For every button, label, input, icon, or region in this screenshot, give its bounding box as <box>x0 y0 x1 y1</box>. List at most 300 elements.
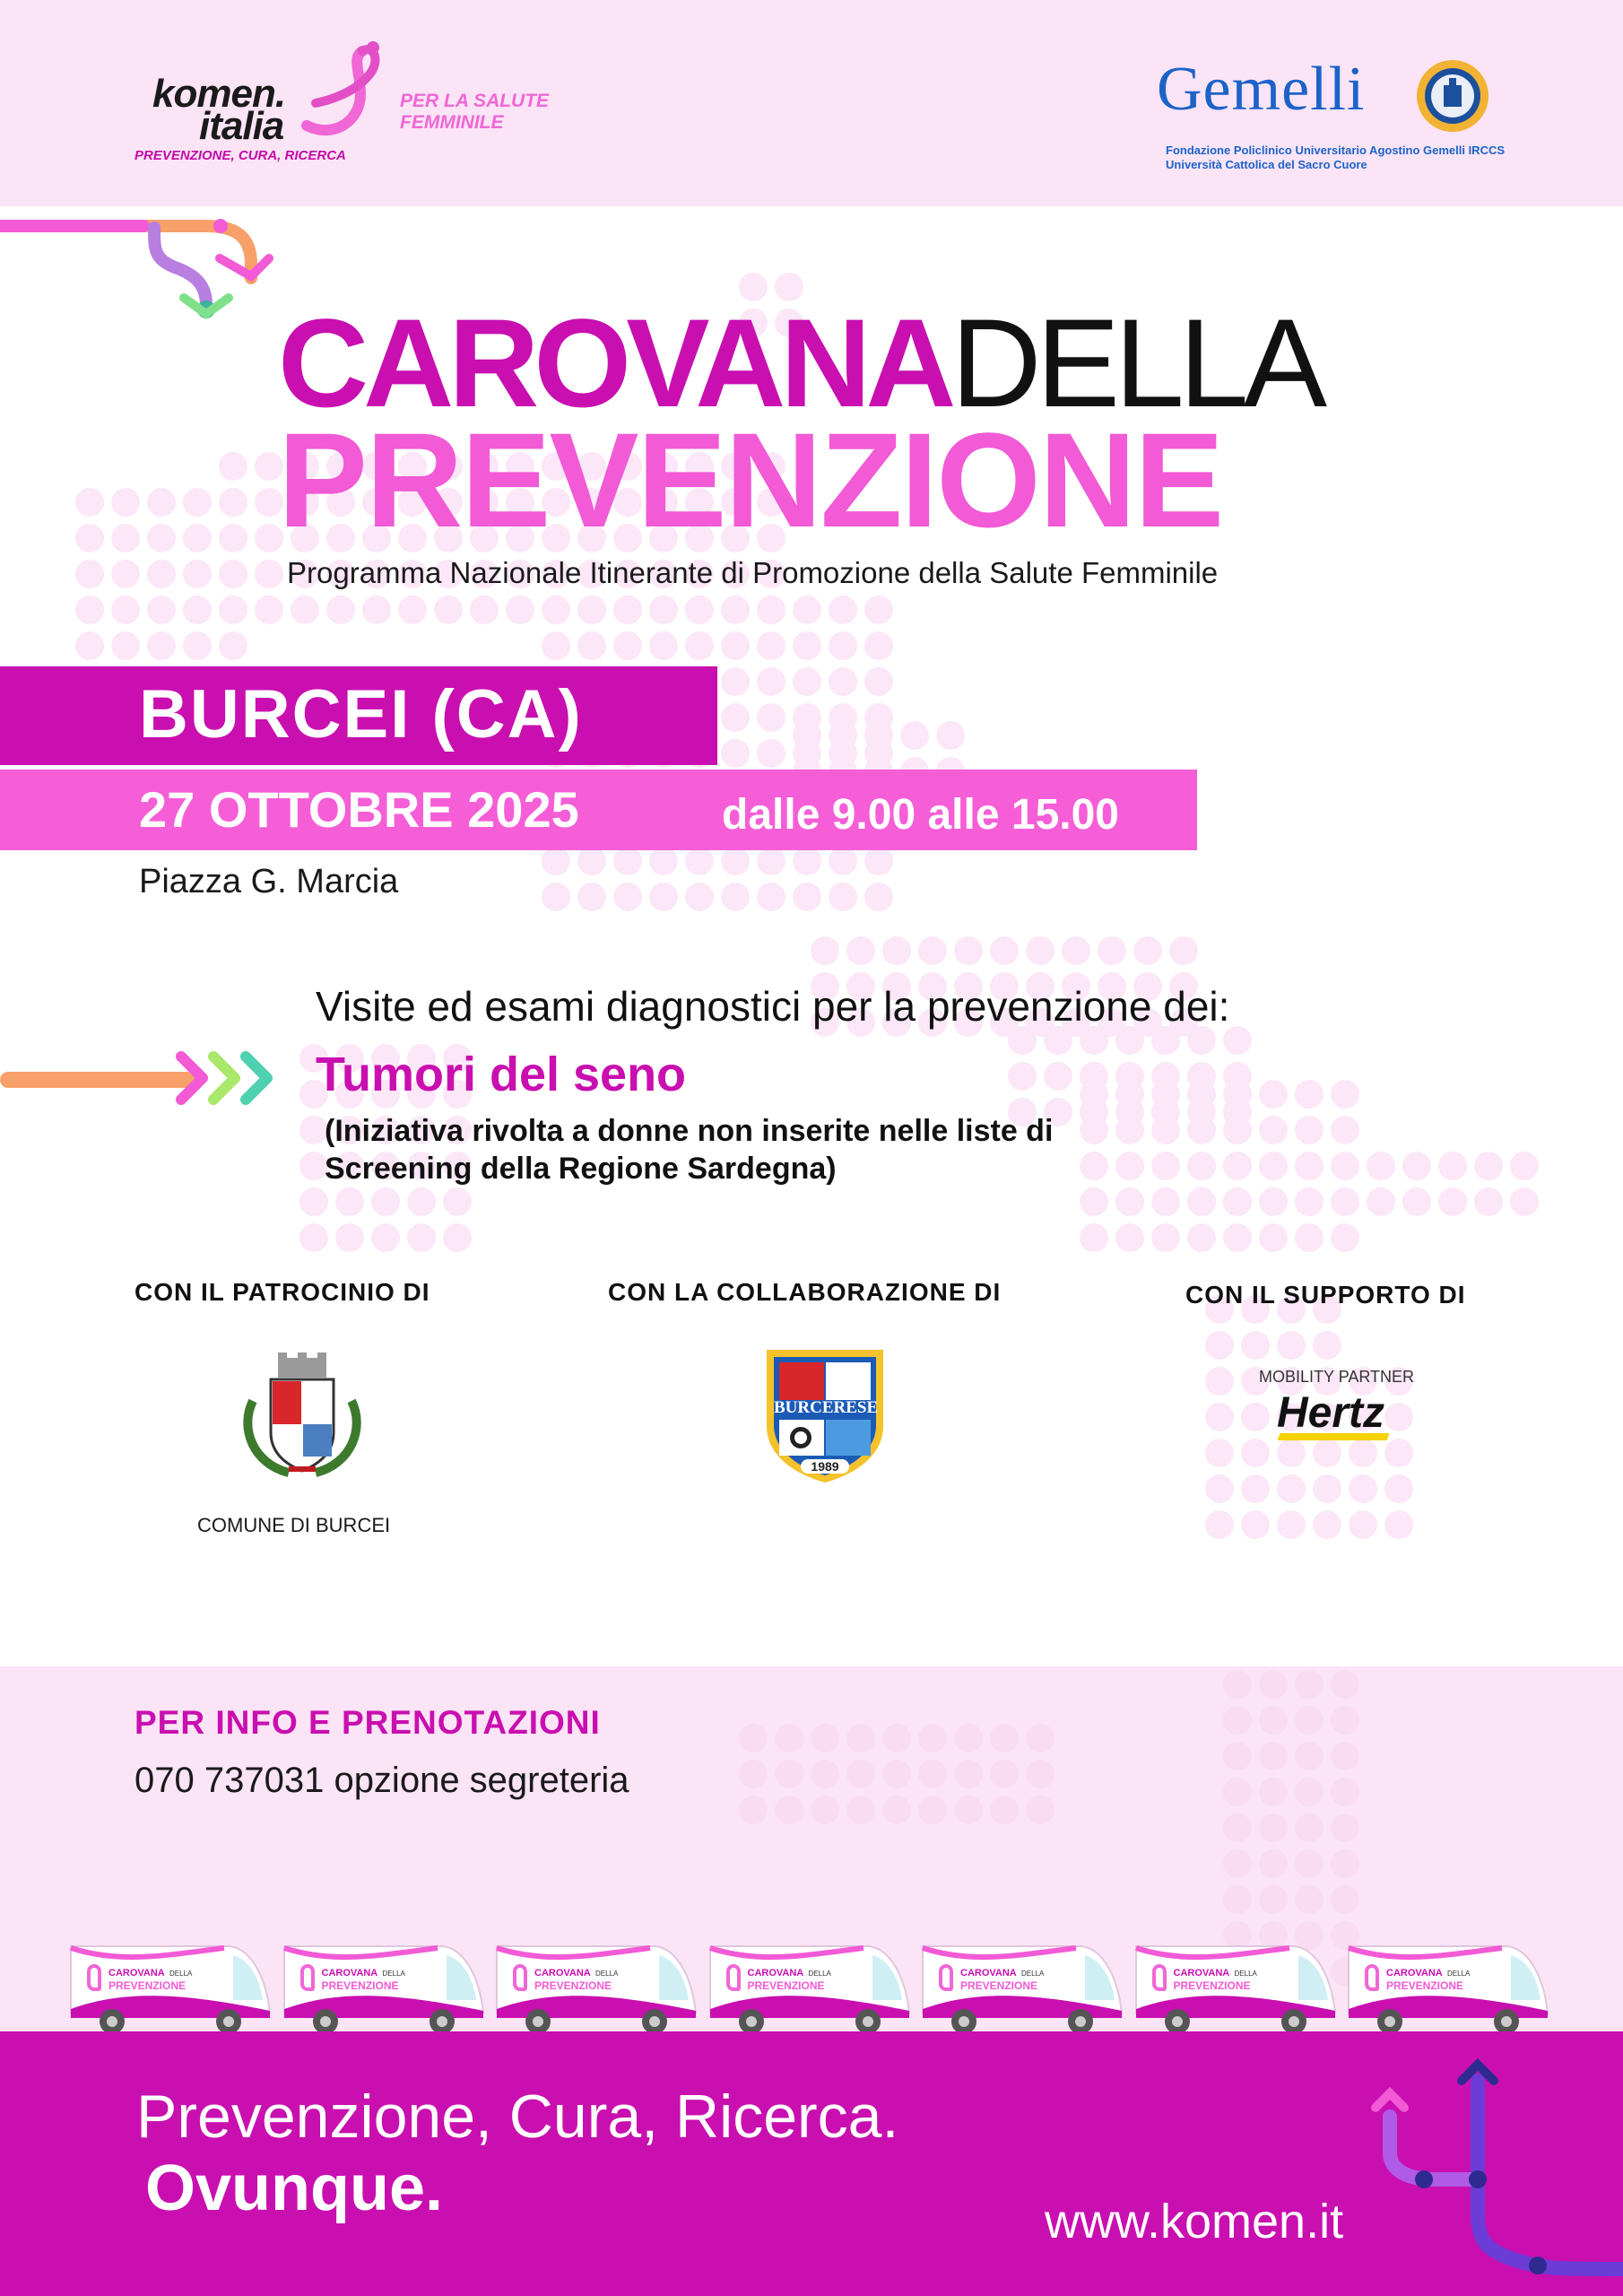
map-dot <box>1295 1742 1324 1770</box>
map-dot <box>757 847 785 875</box>
van-ribbon-icon <box>939 1964 953 1991</box>
club-name: BURCERESE <box>774 1398 879 1417</box>
map-dot <box>1205 1510 1234 1539</box>
map-dot <box>811 1796 839 1824</box>
map-dot <box>757 739 785 768</box>
footer-slogan: Prevenzione, Cura, Ricerca. <box>136 2083 899 2151</box>
map-dot <box>443 1223 472 1252</box>
map-dot <box>811 936 839 965</box>
komen-italia-logo <box>135 40 565 175</box>
program-subtitle: Programma Nazionale Itinerante di Promozione della Salute Femminile <box>287 556 1219 589</box>
map-dot <box>1331 1778 1359 1806</box>
map-dot <box>1295 1778 1324 1806</box>
map-dot <box>326 596 355 624</box>
gemelli-subtitle-line-1: Fondazione Policlinico Universitario Agostino Gemelli IRCCS <box>1166 144 1506 157</box>
event-hours: dalle 9.00 alle 15.00 <box>722 791 1119 839</box>
map-dot <box>255 596 283 624</box>
service-item: Tumori del seno <box>316 1048 687 1101</box>
map-dot <box>1259 1187 1288 1216</box>
map-dot <box>219 488 247 517</box>
map-dot <box>721 847 750 875</box>
map-dot <box>183 631 212 660</box>
map-dot <box>1331 1223 1359 1252</box>
map-dot <box>219 452 247 481</box>
map-dot <box>75 596 104 624</box>
map-dot <box>954 1760 983 1788</box>
map-dot <box>864 883 893 911</box>
map-dot <box>1259 1849 1288 1878</box>
map-dot <box>990 936 1019 965</box>
map-dot <box>1151 1223 1180 1252</box>
map-dot <box>1205 1367 1234 1396</box>
van-ribbon-icon <box>1152 1964 1167 1991</box>
map-dot <box>1384 1474 1413 1503</box>
map-dot <box>1151 1080 1180 1109</box>
map-dot <box>1259 1706 1288 1735</box>
comune-name: COMUNE DI BURCEI <box>197 1514 391 1536</box>
map-dot <box>147 488 176 517</box>
map-dot <box>1331 1670 1359 1699</box>
map-dot <box>793 847 821 875</box>
komen-claim: PER LA SALUTE FEMMINILE <box>400 91 550 133</box>
map-dot <box>577 596 606 624</box>
map-dot <box>1402 1187 1431 1216</box>
map-dot <box>1223 1223 1252 1252</box>
map-dot <box>1115 1187 1144 1216</box>
van-label-bold: CAROVANA <box>747 1968 804 1979</box>
map-dot <box>846 1796 875 1824</box>
map-dot <box>1241 1331 1270 1360</box>
map-dot <box>1223 1080 1252 1109</box>
map-dot <box>1223 1152 1252 1180</box>
map-dot <box>990 1724 1019 1752</box>
service-note-line-2: Screening della Regione Sardegna) <box>325 1152 837 1186</box>
service-note <box>325 1112 1221 1187</box>
map-dot <box>1510 1152 1539 1180</box>
map-dot <box>721 703 750 732</box>
map-dot <box>1384 1439 1413 1467</box>
map-dot <box>1295 1223 1324 1252</box>
map-dot <box>846 936 875 965</box>
map-dot <box>1223 1778 1252 1806</box>
map-dot <box>362 596 391 624</box>
map-dot <box>1313 1439 1341 1467</box>
map-dot <box>75 488 104 517</box>
map-dot <box>1223 1813 1252 1842</box>
footer-slogan-bold: Ovunque. <box>145 2152 444 2224</box>
map-dot <box>1080 1223 1108 1252</box>
van-row <box>67 1928 1574 2040</box>
title-bold: CAROVANA <box>278 292 951 433</box>
map-dot <box>864 596 893 624</box>
services-intro: Visite ed esami diagnostici per la prevenzione dei: <box>316 983 1230 1030</box>
map-dot <box>649 631 678 660</box>
comune-crest-icon <box>235 1347 369 1482</box>
map-dot <box>1026 1760 1055 1788</box>
van-label-bold: CAROVANA <box>534 1968 591 1979</box>
map-dot <box>829 631 857 660</box>
map-dot <box>811 1724 839 1752</box>
gemelli-logo <box>1157 55 1533 184</box>
map-dot <box>1295 1152 1324 1180</box>
map-dot <box>1080 1187 1108 1216</box>
map-dot <box>183 560 212 588</box>
map-dot <box>793 883 821 911</box>
map-dot <box>1474 1187 1503 1216</box>
map-dot <box>954 1724 983 1752</box>
map-dot <box>757 703 785 732</box>
mobility-partner-label: MOBILITY PARTNER <box>1259 1368 1415 1386</box>
map-dot <box>811 1760 839 1788</box>
map-dot <box>1205 1474 1234 1503</box>
map-dot <box>1313 1474 1341 1503</box>
map-dot <box>577 631 606 660</box>
map-dot <box>775 1724 803 1752</box>
arrow-line <box>0 1072 197 1088</box>
map-dot <box>1384 1510 1413 1539</box>
map-dot <box>1080 1080 1108 1109</box>
map-dot <box>685 631 714 660</box>
map-dot <box>1295 1670 1324 1699</box>
map-dot <box>1295 1885 1324 1914</box>
map-dot <box>542 883 570 911</box>
map-dot <box>1026 1796 1055 1824</box>
map-dot <box>864 847 893 875</box>
map-dot <box>757 667 785 696</box>
map-dot <box>1205 1331 1234 1360</box>
map-dot <box>829 721 857 750</box>
van-ribbon-icon <box>87 1964 101 1991</box>
gemelli-word: Gemelli <box>1157 55 1366 124</box>
map-dot <box>1259 1813 1288 1842</box>
map-dot <box>1259 1778 1288 1806</box>
map-dot <box>1331 1742 1359 1770</box>
italia-word: italia <box>199 104 284 148</box>
gemelli-subtitle-line-2: Università Cattolica del Sacro Cuore <box>1166 158 1367 171</box>
map-dot <box>1295 1187 1324 1216</box>
map-dot <box>954 936 983 965</box>
map-dot <box>793 631 821 660</box>
map-dot <box>918 1796 947 1824</box>
caravan-van <box>493 1928 699 2040</box>
support-label: CON IL SUPPORTO DI <box>1185 1281 1466 1309</box>
map-dot <box>407 1187 436 1216</box>
map-dot <box>1259 1223 1288 1252</box>
map-dot <box>111 524 140 552</box>
van-label-bold: CAROVANA <box>960 1968 1017 1979</box>
info-title: PER INFO E PRENOTAZIONI <box>135 1704 601 1741</box>
map-dot <box>685 883 714 911</box>
map-dot <box>1259 1742 1288 1770</box>
map-dot <box>1349 1439 1377 1467</box>
van-label-bold: CAROVANA <box>321 1968 378 1979</box>
map-dot <box>1349 1474 1377 1503</box>
map-dot <box>1223 1670 1252 1699</box>
title-light: DELLA <box>950 292 1323 433</box>
van-ribbon-icon <box>1365 1964 1379 1991</box>
map-dot <box>775 1796 803 1824</box>
map-dot <box>1259 1116 1288 1144</box>
map-dot <box>219 631 247 660</box>
map-dot <box>829 596 857 624</box>
event-city: BURCEI (CA) <box>139 676 583 752</box>
map-dot <box>219 524 247 552</box>
map-dot <box>1169 936 1198 965</box>
map-dot <box>1223 1116 1252 1144</box>
map-dot <box>649 883 678 911</box>
map-dot <box>299 1223 328 1252</box>
map-dot <box>1295 1849 1324 1878</box>
map-dot <box>111 560 140 588</box>
van-label-small: DELLA <box>595 1970 619 1978</box>
map-dot <box>1295 1116 1324 1144</box>
map-dot <box>864 721 893 750</box>
map-dot <box>846 1760 875 1788</box>
map-dot <box>1438 1187 1467 1216</box>
van-label-small: DELLA <box>1021 1970 1045 1978</box>
map-dot <box>990 1796 1019 1824</box>
caravan-van <box>67 1928 273 2040</box>
van-label-small: DELLA <box>382 1970 405 1978</box>
map-dot <box>721 739 750 768</box>
map-dot <box>1349 1510 1377 1539</box>
map-dot <box>1223 1742 1252 1770</box>
map-dot <box>111 631 140 660</box>
komen-tagline: PREVENZIONE, CURA, RICERCA <box>135 148 346 163</box>
map-dot <box>75 524 104 552</box>
map-dot <box>111 596 140 624</box>
map-dot <box>757 883 785 911</box>
van-label-line-2: PREVENZIONE <box>321 1979 399 1992</box>
van-label-bold: CAROVANA <box>1173 1968 1230 1979</box>
map-dot <box>147 560 176 588</box>
map-dot <box>918 1760 947 1788</box>
van-label-line-2: PREVENZIONE <box>534 1979 612 1992</box>
map-dot <box>1277 1439 1306 1467</box>
map-dot <box>1331 1706 1359 1735</box>
map-dot <box>75 631 104 660</box>
map-dot <box>335 1223 364 1252</box>
map-dot <box>918 1724 947 1752</box>
komen-word: komen. <box>152 72 286 116</box>
van-label-small: DELLA <box>169 1970 193 1978</box>
map-dot <box>918 936 947 965</box>
map-dot <box>1259 1670 1288 1699</box>
map-dot <box>111 488 140 517</box>
map-dot <box>793 596 821 624</box>
map-dot <box>1331 1849 1359 1878</box>
event-place: Piazza G. Marcia <box>139 863 399 900</box>
map-dot <box>757 596 785 624</box>
map-dot <box>1295 1706 1324 1735</box>
hertz-logo: Hertz <box>1277 1389 1385 1437</box>
map-dot <box>882 1760 911 1788</box>
service-note-line-1: (Iniziativa rivolta a donne non inserite nelle liste di <box>325 1114 1054 1148</box>
map-dot <box>1259 1080 1288 1109</box>
map-dot <box>1241 1403 1270 1431</box>
map-dot <box>829 667 857 696</box>
chevron-arrows-icon <box>176 1049 287 1107</box>
map-dot <box>1241 1439 1270 1467</box>
map-dot <box>1367 1152 1395 1180</box>
map-dot <box>739 1796 768 1824</box>
map-dot <box>506 596 534 624</box>
caravan-van <box>281 1928 487 2040</box>
caravan-van <box>1133 1928 1339 2040</box>
van-label-small: DELLA <box>808 1970 831 1978</box>
map-dot <box>864 667 893 696</box>
map-dot <box>1313 1331 1341 1360</box>
map-dot <box>1133 936 1162 965</box>
map-dot <box>1115 1223 1144 1252</box>
map-dot <box>1295 1813 1324 1842</box>
map-dot <box>1026 1724 1055 1752</box>
map-dot <box>255 560 283 588</box>
map-dot <box>793 667 821 696</box>
van-ribbon-icon <box>300 1964 315 1991</box>
map-dot <box>1384 1403 1413 1431</box>
map-dot <box>721 883 750 911</box>
map-dot <box>739 1724 768 1752</box>
map-dot <box>1151 1187 1180 1216</box>
map-dot <box>900 721 929 750</box>
map-dot <box>613 631 642 660</box>
map-dot <box>721 667 750 696</box>
map-dot <box>757 631 785 660</box>
map-dot <box>371 1223 400 1252</box>
van-label-bold: CAROVANA <box>108 1968 165 1979</box>
map-dot <box>577 847 606 875</box>
map-dot <box>649 847 678 875</box>
map-dot <box>829 847 857 875</box>
map-dot <box>1402 1152 1431 1180</box>
collaboration-label: CON LA COLLABORAZIONE DI <box>608 1278 1002 1306</box>
map-dot <box>936 721 965 750</box>
map-dot <box>1044 1062 1072 1091</box>
van-label-small: DELLA <box>1447 1970 1471 1978</box>
van-label-small: DELLA <box>1234 1970 1257 1978</box>
map-dot <box>1187 1187 1216 1216</box>
map-dot <box>721 596 750 624</box>
map-dot <box>1008 1062 1037 1091</box>
map-dot <box>407 1223 436 1252</box>
map-dot <box>1259 1885 1288 1914</box>
university-seal-icon <box>1415 58 1490 134</box>
map-dot <box>1241 1474 1270 1503</box>
map-dot <box>434 596 463 624</box>
map-dot <box>183 596 212 624</box>
map-dot <box>1331 1116 1359 1144</box>
map-dot <box>443 1187 472 1216</box>
map-dot <box>1187 1223 1216 1252</box>
map-dot <box>882 936 911 965</box>
map-dot <box>542 631 570 660</box>
event-date: 27 OTTOBRE 2025 <box>139 781 579 838</box>
map-dot <box>371 1187 400 1216</box>
map-dot <box>1331 1080 1359 1109</box>
map-dot <box>542 847 570 875</box>
map-dot <box>1115 1080 1144 1109</box>
map-dot <box>147 596 176 624</box>
map-dot <box>1331 1885 1359 1914</box>
map-dot <box>1259 1152 1288 1180</box>
van-label-line-2: PREVENZIONE <box>1173 1979 1251 1992</box>
map-dot <box>299 1187 328 1216</box>
map-dot <box>954 1796 983 1824</box>
map-dot <box>1223 1187 1252 1216</box>
map-dot <box>1510 1187 1539 1216</box>
map-dot <box>1205 1439 1234 1467</box>
map-dot <box>739 1760 768 1788</box>
map-dot <box>219 596 247 624</box>
map-dot <box>1331 1152 1359 1180</box>
patronage-label: CON IL PATROCINIO DI <box>135 1278 430 1306</box>
map-dot <box>1062 936 1090 965</box>
title-line-2: PREVENZIONE <box>278 404 1223 555</box>
van-ribbon-icon <box>513 1964 527 1991</box>
van-label-bold: CAROVANA <box>1386 1968 1443 1979</box>
map-dot <box>1295 1080 1324 1109</box>
map-dot <box>829 883 857 911</box>
map-dot <box>1223 1885 1252 1914</box>
map-dot <box>613 596 642 624</box>
map-dot <box>291 596 319 624</box>
map-dot <box>577 883 606 911</box>
map-dot <box>775 1760 803 1788</box>
map-dot <box>613 847 642 875</box>
footer-url[interactable]: www.komen.it <box>1045 2195 1344 2248</box>
map-dot <box>882 1796 911 1824</box>
map-dot <box>1438 1152 1467 1180</box>
van-label-line-2: PREVENZIONE <box>1386 1979 1464 1992</box>
map-dot <box>990 1760 1019 1788</box>
map-dot <box>398 596 427 624</box>
map-dot <box>882 1724 911 1752</box>
decorative-path-top-left <box>0 215 278 332</box>
map-dot <box>846 1724 875 1752</box>
map-dot <box>649 596 678 624</box>
map-dot <box>1205 1403 1234 1431</box>
map-dot <box>1331 1813 1359 1842</box>
map-dot <box>1187 1080 1216 1109</box>
map-dot <box>183 524 212 552</box>
map-dot <box>1098 936 1126 965</box>
map-dot <box>147 524 176 552</box>
map-dot <box>75 560 104 588</box>
van-ribbon-icon <box>726 1964 741 1991</box>
map-dot <box>470 596 499 624</box>
caravan-van <box>1345 1928 1551 2040</box>
van-label-line-2: PREVENZIONE <box>747 1979 825 1992</box>
map-dot <box>1313 1510 1341 1539</box>
map-dot <box>1474 1152 1503 1180</box>
map-dot <box>1277 1331 1306 1360</box>
map-dot <box>542 596 570 624</box>
map-dot <box>685 847 714 875</box>
caravan-van <box>707 1928 913 2040</box>
gemelli-subtitle <box>1166 144 1542 172</box>
map-dot <box>1223 1849 1252 1878</box>
map-dot <box>1277 1510 1306 1539</box>
van-label-line-2: PREVENZIONE <box>960 1979 1038 1992</box>
map-dot <box>1367 1187 1395 1216</box>
map-dot <box>1331 1187 1359 1216</box>
info-phone: 070 737031 opzione segreteria <box>135 1761 629 1800</box>
map-dot <box>685 596 714 624</box>
map-dot <box>793 721 821 750</box>
van-label-line-2: PREVENZIONE <box>108 1979 187 1992</box>
map-dot <box>1223 1706 1252 1735</box>
